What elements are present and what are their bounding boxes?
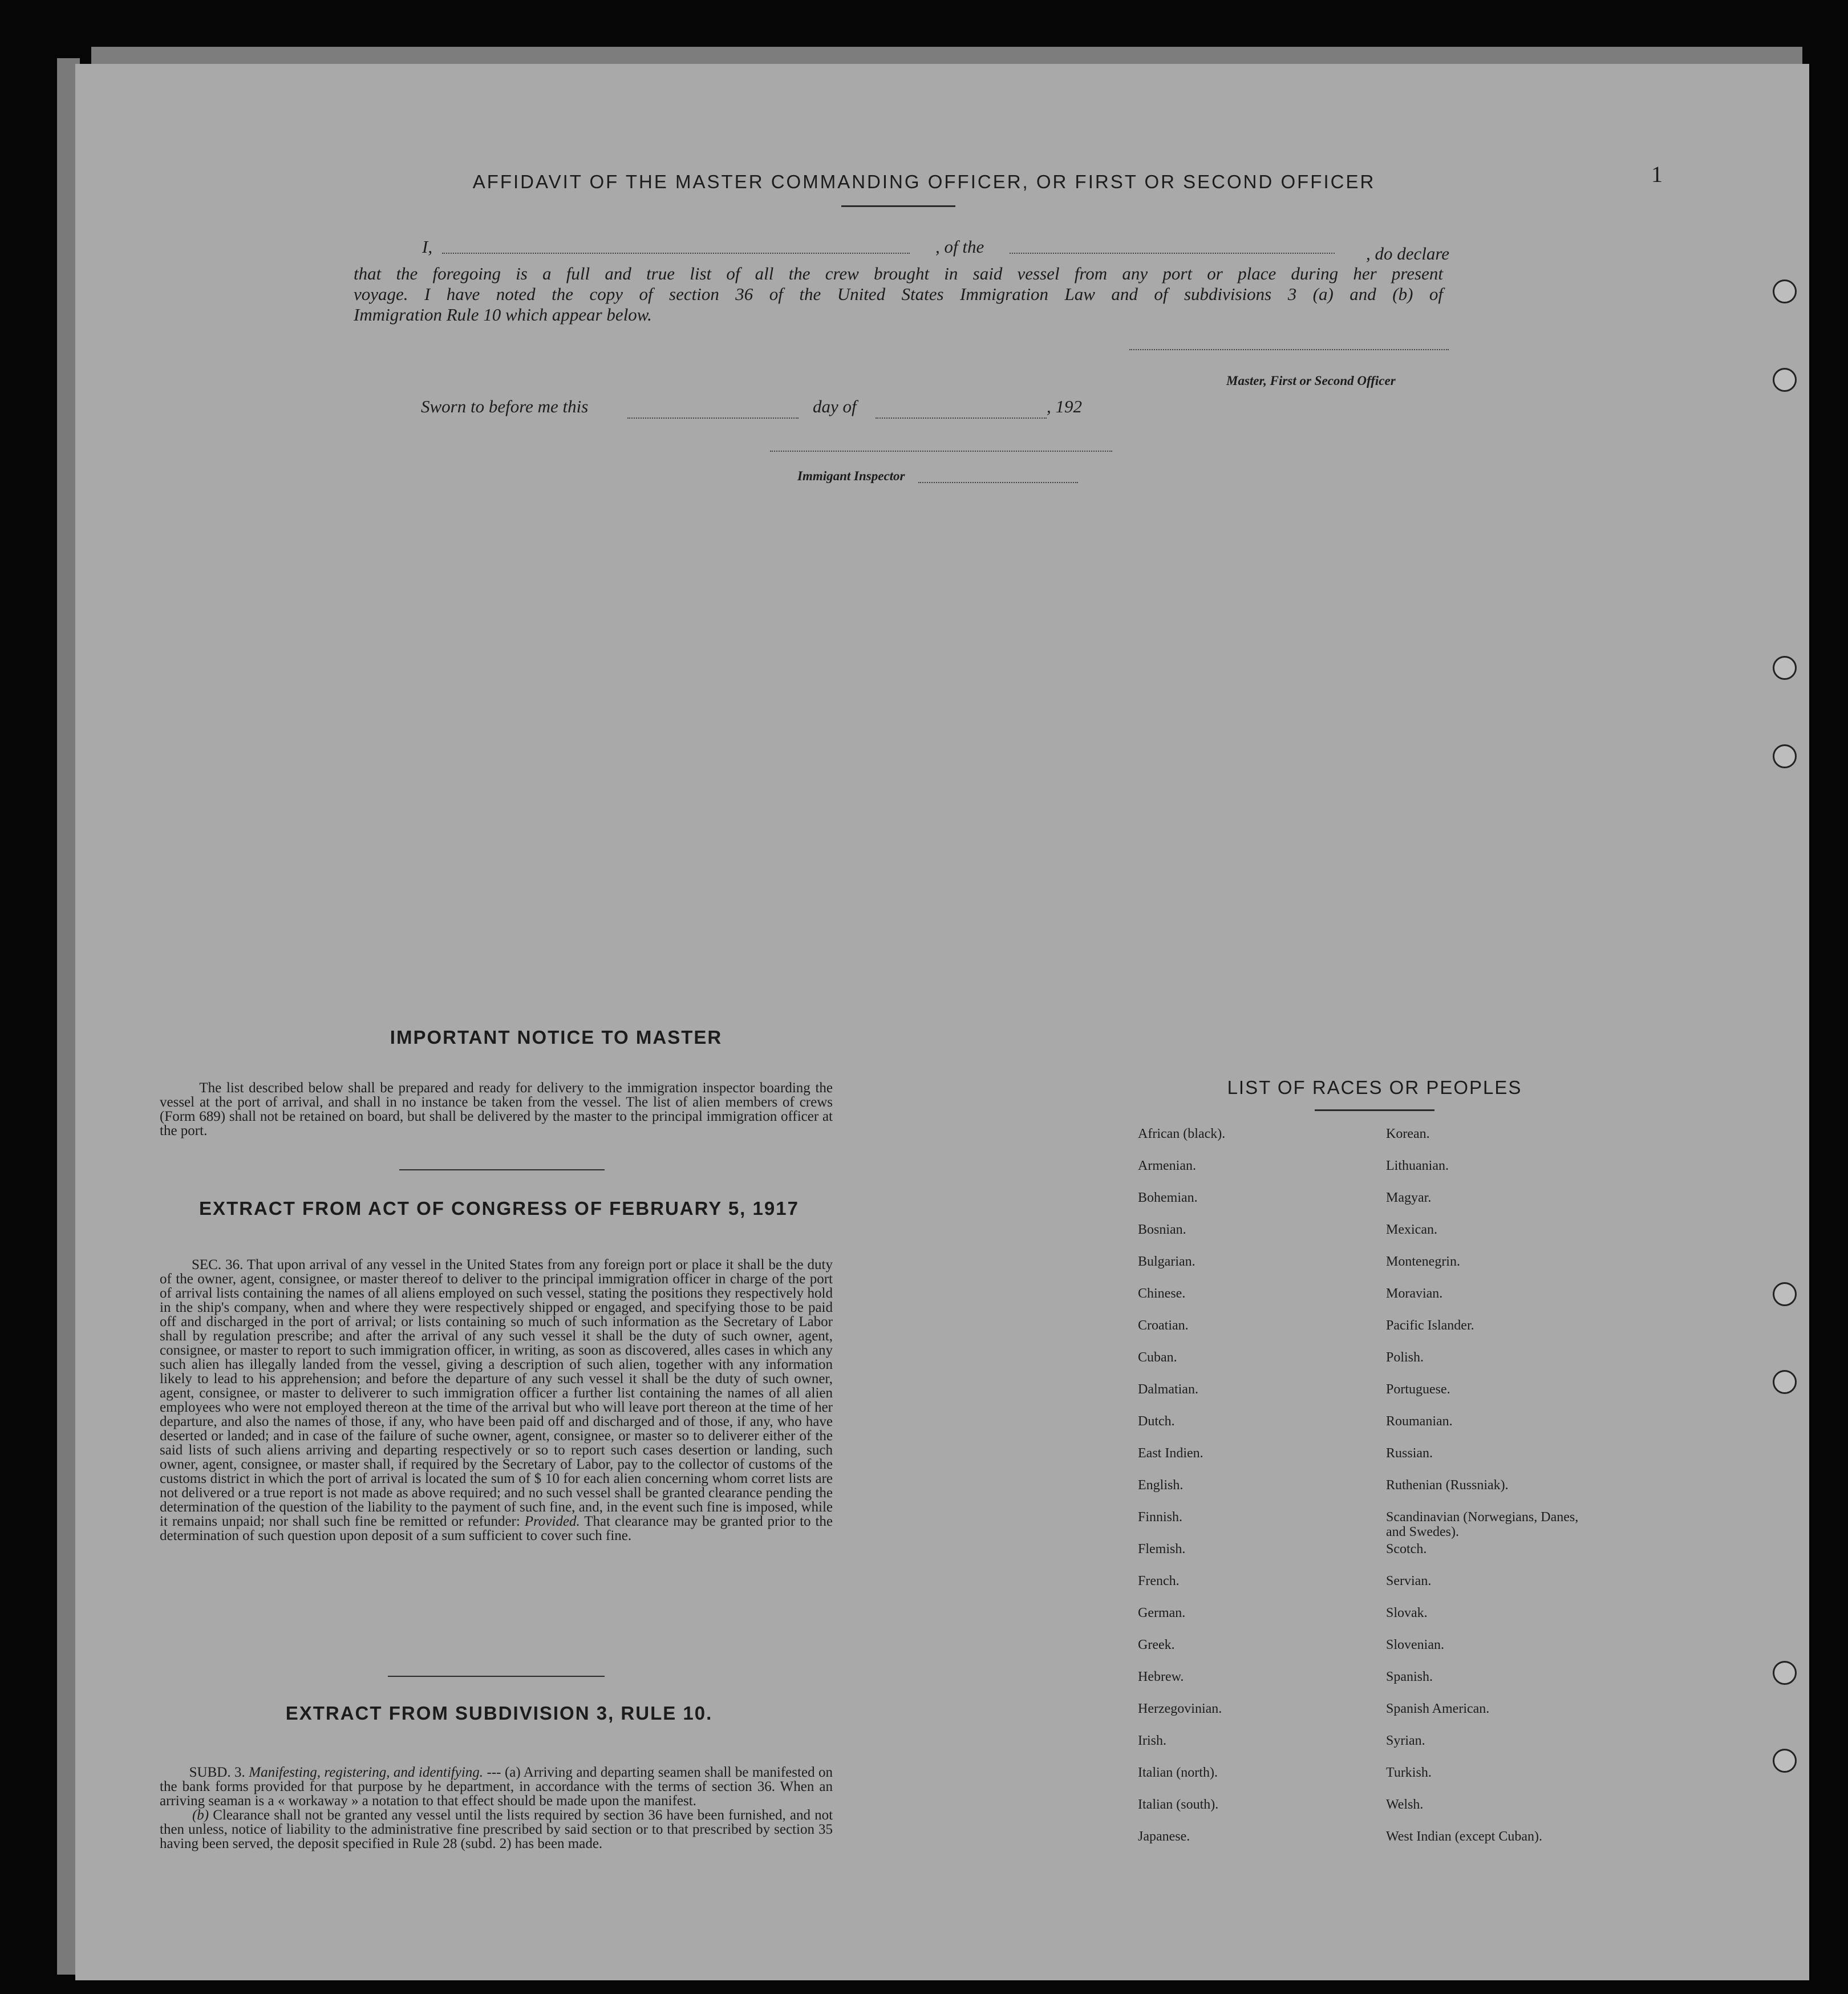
race-item: Russian.: [1386, 1446, 1433, 1461]
affidavit-of-the: , of the: [935, 237, 984, 257]
race-item: Chinese.: [1138, 1286, 1186, 1301]
punch-hole: [1773, 744, 1797, 768]
subd-label: SUBD. 3.: [189, 1765, 245, 1780]
race-item: Slovenian.: [1386, 1638, 1444, 1652]
race-item: Spanish American.: [1386, 1701, 1490, 1716]
race-item: Bulgarian.: [1138, 1254, 1195, 1269]
subd-part-b-label: (b): [192, 1807, 209, 1823]
affidavit-do-declare: , do declare: [1366, 244, 1450, 264]
race-item: West Indian (except Cuban).: [1386, 1829, 1542, 1844]
inspector-caption: Immigant Inspector: [797, 469, 905, 483]
act-extract-rule: [388, 1676, 605, 1677]
race-item: English.: [1138, 1478, 1184, 1493]
race-item: Slovak.: [1386, 1606, 1428, 1620]
race-item: Hebrew.: [1138, 1669, 1184, 1684]
inspector-name-blank: [918, 482, 1078, 483]
races-left-column: [1138, 1126, 1225, 1861]
section-36-label: SEC. 36.: [191, 1257, 244, 1272]
page-number: 1: [1651, 161, 1663, 187]
sworn-day-of: day of: [813, 396, 857, 416]
affidavit-title: AFFIDAVIT OF THE MASTER COMMANDING OFFICER, OR FIRST OR SECOND OFFICER: [472, 171, 1376, 192]
punch-hole: [1773, 279, 1797, 303]
race-item: African (black).: [1138, 1126, 1226, 1141]
signature-line: [1129, 349, 1449, 350]
races-right-column: [1386, 1126, 1580, 1861]
race-item: Spanish.: [1386, 1669, 1433, 1684]
notice-text: The list described below shall be prepared and ready for delivery to the immigration inspector boarding the vessel at the port of arrival, and shall in no instance be taken from the vessel. The list of alien members of crews (Form 689) shall not be retained on board, but shall be delivered by the master to the principal immigration officer at the port.: [160, 1080, 833, 1138]
rule-extract-title: EXTRACT FROM SUBDIVISION 3, RULE 10.: [285, 1703, 713, 1724]
race-item: Pacific Islander.: [1386, 1318, 1474, 1333]
race-item: Flemish.: [1138, 1542, 1186, 1557]
race-item: Ruthenian (Russniak).: [1386, 1478, 1509, 1493]
race-item: East Indien.: [1138, 1446, 1203, 1461]
section-36-text: [160, 1258, 833, 1543]
race-item: Italian (north).: [1138, 1765, 1218, 1780]
affidavit-line-2: voyage. I have noted the copy of section 36 of the United States Immigration Law and of subdivisions 3 (a) and (b) of: [354, 284, 1443, 304]
race-item: Syrian.: [1386, 1733, 1425, 1748]
sworn-day-blank: [627, 418, 799, 419]
race-item: Bohemian.: [1138, 1190, 1198, 1205]
race-item: French.: [1138, 1574, 1180, 1588]
subd-heading: Manifesting, registering, and identifying.: [249, 1765, 484, 1780]
act-extract-title: EXTRACT FROM ACT OF CONGRESS OF FEBRUARY 5, 1917: [199, 1198, 799, 1219]
affidavit-line-1: that the foregoing is a full and true list of all the crew brought in said vessel from any port or place during her present: [354, 264, 1443, 283]
race-item: Japanese.: [1138, 1829, 1190, 1844]
sworn-month-blank: [876, 418, 1047, 419]
provided-word: Provided.: [524, 1514, 580, 1529]
race-item: Italian (south).: [1138, 1797, 1219, 1812]
race-item: Magyar.: [1386, 1190, 1432, 1205]
punch-hole: [1773, 1661, 1797, 1685]
inspector-signature-line: [770, 451, 1112, 452]
punch-hole: [1773, 656, 1797, 680]
race-item: Croatian.: [1138, 1318, 1189, 1333]
affidavit-line-3: Immigration Rule 10 which appear below.: [354, 305, 652, 325]
race-item: Montenegrin.: [1386, 1254, 1460, 1269]
punch-hole: [1773, 1282, 1797, 1306]
race-item: Scandinavian (Norwegians, Danes, and Swedes).: [1386, 1510, 1579, 1539]
sworn-prefix: Sworn to before me this: [421, 396, 589, 416]
race-item: Polish.: [1386, 1350, 1424, 1365]
race-item: Turkish.: [1386, 1765, 1432, 1780]
subd-part-b: Clearance shall not be granted any vessel until the lists required by section 36 have been furnished, and not then unless, notice of liability to the administrative fine prescribed by said section or to that prescribed by section 35 having been served, the deposit specified in Rule 28 (subd. 2) has been made.: [160, 1807, 833, 1851]
affidavit-i: I,: [422, 237, 433, 257]
race-item: Cuban.: [1138, 1350, 1177, 1365]
punch-hole: [1773, 368, 1797, 392]
punch-hole: [1773, 1370, 1797, 1394]
race-item: Welsh.: [1386, 1797, 1424, 1812]
race-item: German.: [1138, 1606, 1186, 1620]
race-item: Mexican.: [1386, 1222, 1437, 1237]
vessel-blank: [1010, 253, 1335, 254]
race-item: Greek.: [1138, 1638, 1175, 1652]
race-item: Lithuanian.: [1386, 1158, 1449, 1173]
section-36-end: That clearance may be granted prior to the determination of such question upon deposit of a sum sufficient to cover such fine.: [160, 1514, 833, 1543]
race-item: Scotch.: [1386, 1542, 1427, 1557]
subdivision-3-text: [160, 1765, 833, 1851]
race-item: Dalmatian.: [1138, 1382, 1198, 1397]
punch-hole: [1773, 1749, 1797, 1773]
race-item: Bosnian.: [1138, 1222, 1186, 1237]
notice-body: [160, 1081, 833, 1138]
affidavit-title-rule: [841, 205, 955, 207]
sworn-year: , 192: [1047, 396, 1082, 416]
notice-rule: [399, 1169, 605, 1170]
subd-part-a: --- (a) Arriving and departing seamen shall be manifested on the bank forms provided for that purpose by he department, in accordance with the terms of section 36. When an arriving seaman is a « workaway » a notation to that effect should be made upon the manifest.: [160, 1765, 833, 1809]
race-item: Irish.: [1138, 1733, 1166, 1748]
races-title: LIST OF RACES OR PEOPLES: [1227, 1077, 1522, 1098]
signature-caption: Master, First or Second Officer: [1226, 374, 1396, 388]
race-item: Moravian.: [1386, 1286, 1443, 1301]
section-36-body: That upon arrival of any vessel in the United States from any foreign port or place it shall be the duty of the owner, agent, consignee, or master thereof to deliver to the principal immigration officer in charge of the port of arrival lists containing the names of all aliens employed on such vessel, stating the positions they respectively hold in the ship's company, when and where they were respectively shipped or engaged, and specifying those to be paid off and discharged in the port of arrival; or lists containing so much of such information as the Secretary of Labor shall by regulation prescribe; and after the arrival of any such vessel it shall be the duty of such owner, agent, consignee, or master to report to such immigration officer, in writing, as soon as discovered, alles cases in which any such alien has illegally landed from the vessel, giving a description of such alien, together with any information likely to lead to his apprehension; and before the departure of any such vessel it shall be the duty of such owner, agent, consignee, or master to deliverer to such immigration officer a further list containing the names of all alien employees who were not employed thereon at the time of the arrival but who will leave port thereon at the time of her departure, and also the names of those, if any, who have been paid off and discharged and of those, if any, who have deserted or landed; and in case of the failure of suche owner, agent, consignee, or master so to deliverer either of the said lists of such aliens arriving and departing respectively or so to report such cases desertion or landing, such owner, agent, consignee, or master shall, if required by the Secretary of Labor, pay to the collector of customs of the customs district in which the port of arrival is located the sum of $ 10 for each alien concerning whom corret lists are not delivered or a true report is not made as above required; and no such vessel shall be granted clearance pending the determination of the question of the liability to the payment of such fine, and, in the event such fine is imposed, while it remains unpaid; nor shall such fine be remitted or refunder:: [160, 1257, 833, 1529]
race-item: Herzegovinian.: [1138, 1701, 1222, 1716]
race-item: Dutch.: [1138, 1414, 1175, 1429]
race-item: Servian.: [1386, 1574, 1432, 1588]
name-blank: [442, 253, 910, 254]
race-item: Roumanian.: [1386, 1414, 1453, 1429]
notice-title: IMPORTANT NOTICE TO MASTER: [390, 1027, 723, 1048]
race-item: Portuguese.: [1386, 1382, 1450, 1397]
affidavit-body: [354, 264, 1443, 325]
race-item: Korean.: [1386, 1126, 1430, 1141]
race-item: Armenian.: [1138, 1158, 1196, 1173]
race-item: Finnish.: [1138, 1510, 1183, 1525]
races-title-rule: [1315, 1109, 1434, 1111]
